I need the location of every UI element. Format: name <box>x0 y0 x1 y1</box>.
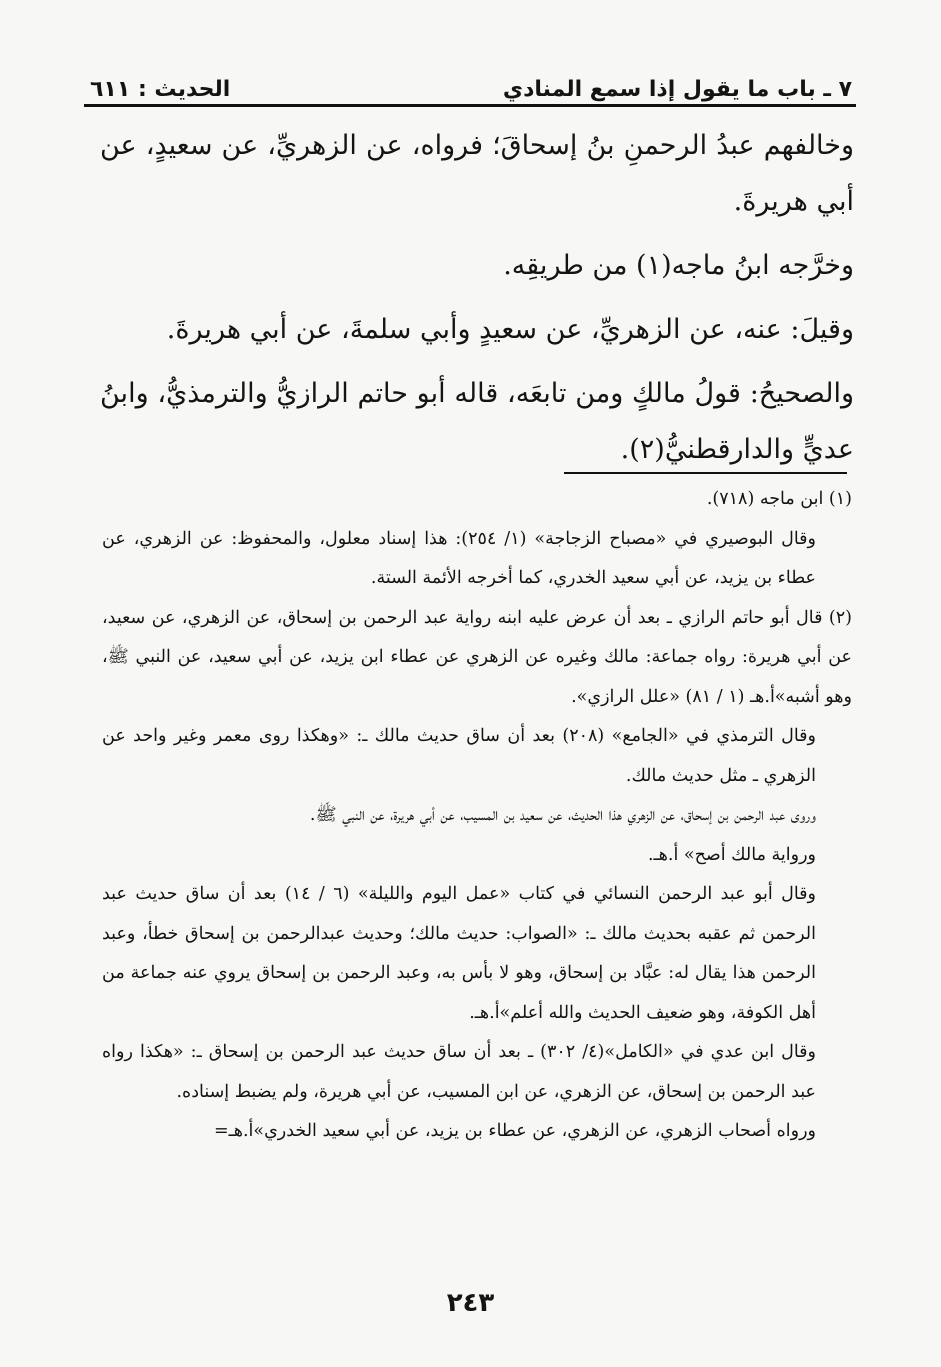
footnote-line: (٢) قال أبو حاتم الرازي ـ بعد أن عرض عليه ابنه رواية عبد الرحمن بن إسحاق، عن الزهري، عن سعيد، عن أبي هريرة: رواه جماعة: مالك وغيره عن الزهري عن عطاء ابن يزيد، عن أبي سعيد، عن النبي ﷺ، وهو أشبه»أ.هـ (١ / ٨١) «علل الرازي». <box>102 607 852 707</box>
body-paragraph: وقيلَ: عنه، عن الزهريِّ، عن سعيدٍ وأبي سلمةَ، عن أبي هريرةَ. <box>166 314 854 345</box>
footnote-separator <box>564 472 847 474</box>
footnote-line: (١) ابن ماجه (٧١٨). <box>706 489 852 509</box>
chapter-title: ٧ ـ باب ما يقول إذا سمع المنادي <box>502 77 852 102</box>
body-paragraph: وخرَّجه ابنُ ماجه(١) من طريقِه. <box>503 250 854 281</box>
header-rule <box>84 104 856 107</box>
page-number: ٢٤٣ <box>446 1288 495 1318</box>
hadith-reference: الحديث : ٦١١ <box>90 77 231 102</box>
body-paragraph: والصحيحُ: قولُ مالكٍ ومن تابعَه، قاله أبو حاتم الرازيُّ والترمذيُّ، وابنُ عديٍّ والدارقطنيُّ(٢). <box>100 378 854 465</box>
footnote-line: وقال أبو عبد الرحمن النسائي في كتاب «عمل اليوم والليلة» (٦ / ١٤) بعد أن ساق حديث عبد الرحمن ثم عقبه بحديث مالك ـ: «الصواب: حديث مالك؛ وحديث عبدالرحمن بن إسحاق خطأ، وعبد الرحمن هذا يقال له: عبَّاد بن إسحاق، وهو لا بأس به، وعبد الرحمن بن إسحاق يروي عنه جماعة من أهل الكوفة، وهو ضعيف الحديث والله أعلم»أ.هـ. <box>102 884 816 1023</box>
footnote-line: وقال ابن عدي في «الكامل»(٤/ ٣٠٢) ـ بعد أن ساق حديث عبد الرحمن بن إسحاق ـ: «هكذا رواه عبد الرحمن بن إسحاق، عن الزهري، عن ابن المسيب، عن أبي هريرة، ولم يضبط إسناده. <box>102 1042 816 1102</box>
footnote-line: وقال البوصيري في «مصباح الزجاجة» (١/ ٢٥٤): هذا إسناد معلول، والمحفوظ: عن الزهري، عن عطاء بن يزيد، عن أبي سعيد الخدري، كما أخرجه الأئمة الستة. <box>102 528 816 588</box>
footnote-line: وروى عبد الرحمن بن إسحاق، عن الزهري هذا الحديث، عن سعيد بن المسيب، عن أبي هريرة، عن النبي ﷺ. <box>309 805 816 825</box>
page-header <box>90 64 852 104</box>
footnotes <box>102 480 852 1152</box>
footnote-line: ورواية مالك أصح» أ.هـ. <box>647 844 816 865</box>
footnote-line: ورواه أصحاب الزهري، عن الزهري، عن عطاء بن يزيد، عن أبي سعيد الخدري»أ.هـ= <box>213 1121 816 1141</box>
body-paragraph: وخالفهم عبدُ الرحمنِ بنُ إسحاقَ؛ فرواه، عن الزهريِّ، عن سعيدٍ، عن أبي هريرةَ. <box>100 130 854 217</box>
footnote-line: وقال الترمذي في «الجامع» (٢٠٨) بعد أن ساق حديث مالك ـ: «وهكذا روى معمر وغير واحد عن الزهري ـ مثل حديث مالك. <box>102 726 816 786</box>
main-text <box>100 118 854 478</box>
